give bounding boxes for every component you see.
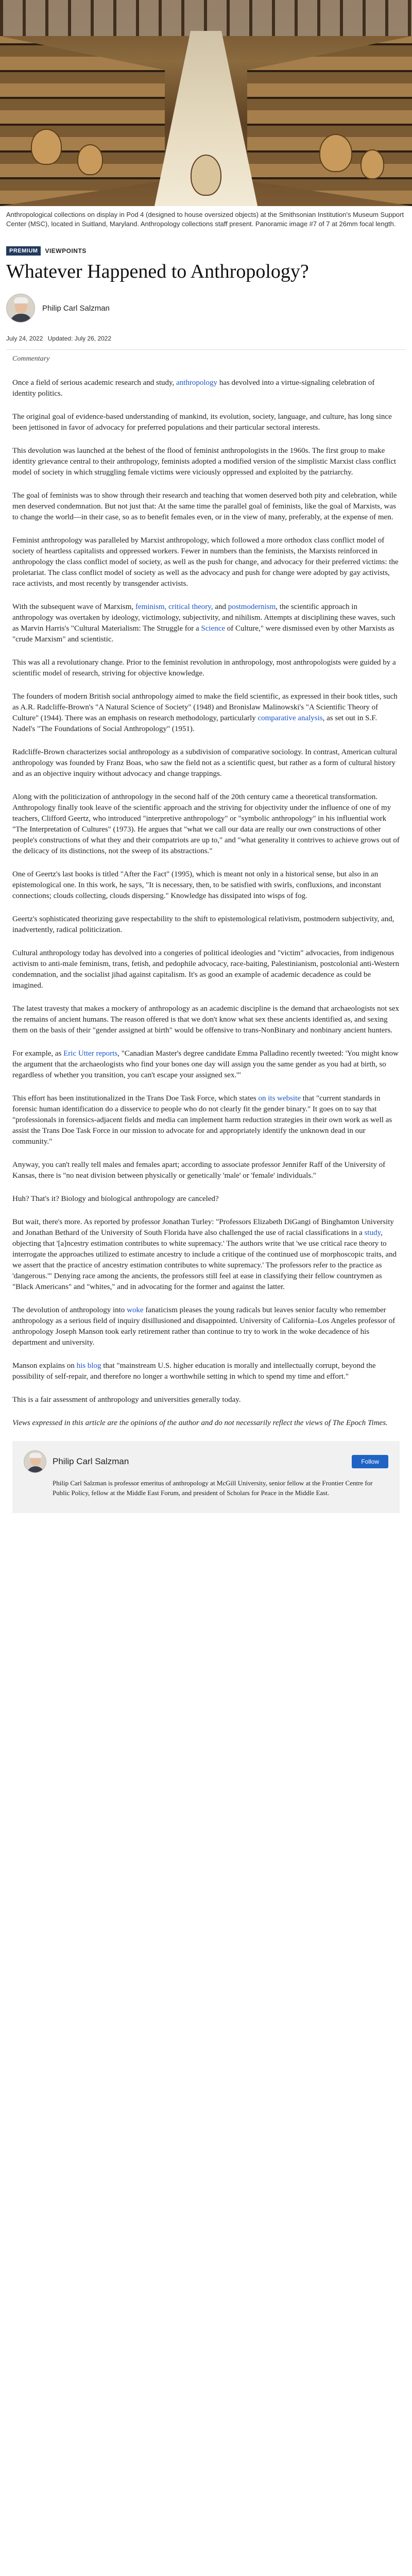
link-eric-utter[interactable]: Eric Utter reports — [63, 1049, 118, 1058]
paragraph: The founders of modern British social anthropology aimed to make the field scientific, as expressed in their book titles, such as A.R. Radcliffe-Brown's "A Natural Science of Society" (1948) and Bronislaw Malinowski's "A Scientific Theory of Culture" (1944). There was an emphasis on research methodology, particularly comparative analysis, as set out in S.F. Nadel's "The Foundations of Social Anthropology" (1951). — [12, 692, 398, 733]
author-name[interactable]: Philip Carl Salzman — [42, 303, 110, 313]
paragraph: Cultural anthropology today has devolved into a congeries of political ideologies and "victim" advocacies, from indigenous activism to anti-male feminism, trans, fetish, and pedophile advocacy, race-baiting, Palestinianism, postcolonial anti-Western condemnation, and the socialist jihad against capitalism. It's as good an example of academic decadence as could be imagined. — [12, 949, 399, 990]
paragraph: For example, as Eric Utter reports, "Canadian Master's degree candidate Emma Palladino recently tweeted: 'You might know the argument that the archaeologists who find your bones one day will assign you the same gender as you had at birth, so regardless of whether you transition, you can't escape your assigned sex.'" — [12, 1049, 399, 1079]
dates — [0, 323, 412, 342]
avatar[interactable] — [24, 1450, 46, 1473]
author-bio: Philip Carl Salzman is professor emeritus of anthropology at McGill University, senior fellow at the Frontier Centre for Public Policy, fellow at the Middle East Forum, and president of Scholars for Peace in the Middle East. — [53, 1479, 373, 1497]
link-website[interactable]: on its website — [258, 1094, 301, 1103]
paragraph: Geertz's sophisticated theorizing gave respectability to the shift to epistemological relativism, postmodern subjectivity, and, inadvertently, radical politicization. — [12, 915, 394, 934]
paragraph: Once a field of serious academic research and study, anthropology has devolved into a virtue-signaling celebration of identity politics. — [12, 379, 375, 398]
paragraph: Radcliffe-Brown characterizes social anthropology as a subdivision of comparative sociology. In contrast, American cultural anthropology was founded by Franz Boas, who saw the field not as a scientific quest, but rather as a form of cultural history and as an objective inquiry without advocacy and change trappings. — [12, 748, 398, 778]
section-label[interactable]: VIEWPOINTS — [45, 247, 87, 255]
paragraph: Anyway, you can't really tell males and females apart; according to associate professor Jennifer Raff of the University of Kansas, there is "no neat division between physically or genetically 'male' or 'female' individuals." — [12, 1161, 386, 1180]
hero-caption: Anthropological collections on display in Pod 4 (designed to house oversized objects) at the Smithsonian Institution's Museum Support Center (MSC), located in Suitland, Maryland. Anthropology collections staff present. Panoramic image #7 of 7 at 26mm focal length. — [6, 211, 404, 228]
updated-date: Updated: July 26, 2022 — [47, 335, 112, 342]
paragraph: Feminist anthropology was paralleled by Marxist anthropology, which followed a more orthodox class conflict model of society of heartless capitalists and oppressed workers. Fewer in numbers than the feminists, the Marxists reinforced in anthropology the class conflict model of society, as well as the push for change, and advocacy for their preferred victims: the proletariat. The class conflict model of society as well as the advocacy and push for change were adopted by gay activists, race activists, and most recently by transgender activists. — [12, 536, 399, 588]
link-study[interactable]: study — [364, 1229, 381, 1237]
paragraph: The latest travesty that makes a mockery of anthropology as an academic discipline is the demand that archaeologists not sex the remains of ancient humans. The reason offered is that we don't know what sex these ancients identified as, and sexing them on the basis of their "gender assigned at birth" would be offensive to trans-NonBinary and nonbinary ancient hunters. — [12, 1005, 400, 1035]
author-byline[interactable] — [0, 283, 412, 323]
paragraph: Along with the politicization of anthropology in the second half of the 20th century came a theoretical transformation. Anthropology finally took leave of the scientific approach and the striving for objectivity under the influence of one of my teachers, Clifford Geertz, who introduced "interpretive anthropology" or "symbolic anthropology" in his influential work "The Interpretation of Cultures" (1973). He argues that "what we call our data are really our own constructions of other people's constructions of what they and their compatriots are up to," and "what generality it contrives to achieve grows out of the delicacy of its distinctions, not the sweep of its abstractions." — [12, 793, 400, 855]
paragraph: This effort has been institutionalized in the Trans Doe Task Force, which states on its website that "current standards in forensic human identification do a disservice to people who do not clearly fit the gender binary." It goes on to say that "professionals in forensics-adjacent fields and media can implement harm reduction strategies in their own work as well as assist the Trans Doe Task Force in our mission to advocate for and appropriately identify the unknown dead in our community." — [12, 1094, 392, 1146]
hero-image — [0, 0, 412, 206]
follow-button[interactable]: Follow — [352, 1455, 388, 1468]
paragraph: This is a fair assessment of anthropology and universities generally today. — [12, 1396, 241, 1404]
paragraph: Manson explains on his blog that "mainstream U.S. higher education is morally and intellectually corrupt, beyond the possibility of self-repair, and therefore no longer a worthwhile setting in which to spend my time and effort." — [12, 1362, 376, 1381]
link-comparative-analysis[interactable]: comparative analysis — [258, 714, 323, 722]
paragraph: Huh? That's it? Biology and biological anthropology are canceled? — [12, 1195, 219, 1203]
paragraph: The goal of feminists was to show through their research and teaching that women deserved both pity and celebration, while men deserved condemnation. But not just that: At the same time the parallel goal of feminists, like the goal of Marxists, was to change the world—in their case, so as to benefit females even, or in the view of many, preferably, at the expense of men. — [12, 492, 397, 521]
paragraph: With the subsequent wave of Marxism, feminism, critical theory, and postmodernism, the scientific approach in anthropology was overtaken by ideology, victimology, subjectivity, and nihilism. Attempts at disciplining these waves, such as Marvin Harris's "Cultural Materialism: The Struggle for a Science of Culture," were dismissed even by other Marxists as "crude Marxism" and scientistic. — [12, 603, 396, 643]
paragraph: This devolution was launched at the behest of the flood of feminist anthropologists in the 1960s. The first group to make identity grievance central to their anthropology, feminists adopted a modified version of the simplistic Marxist class conflict model of society in which struggling female victims were viciously oppressed and exploited by the patriarchy. — [12, 447, 397, 477]
avatar[interactable] — [6, 294, 35, 323]
disclaimer: Views expressed in this article are the opinions of the author and do not necessarily reflect the views of The Epoch Times. — [12, 1419, 388, 1427]
link-his-blog[interactable]: his blog — [76, 1362, 101, 1370]
link-feminism[interactable]: feminism, critical theory, — [135, 603, 213, 611]
paragraph: The original goal of evidence-based understanding of mankind, its evolution, society, language, and culture, has long since been jettisoned in favor of advocacy for preferred populations and their particular sectoral interests. — [12, 413, 392, 432]
paragraph: One of Geertz's last books is titled "After the Fact" (1995), which is meant not only in a historical sense, but also in an epistemological one. In this work, he says, "It is necessary, then, to be satisfied with swirls, confluxions, and inconstant connections; clouds collecting, clouds dispersing." Knowledge has dissipated into wisps of fog. — [12, 870, 382, 900]
link-postmodernism[interactable]: postmodernism — [228, 603, 276, 611]
author-box — [12, 1441, 400, 1513]
link-anthropology[interactable]: anthropology — [176, 379, 218, 387]
author-box-name[interactable]: Philip Carl Salzman — [53, 1456, 129, 1466]
premium-badge: PREMIUM — [6, 246, 41, 256]
link-woke[interactable]: woke — [127, 1306, 144, 1314]
article-body — [0, 363, 412, 1429]
paragraph: This was all a revolutionary change. Prior to the feminist revolution in anthropology, most anthropologists were guided by a scientific model of research, striving for objective knowledge. — [12, 658, 396, 677]
kicker-label: Commentary — [12, 355, 50, 363]
published-date: July 24, 2022 — [6, 335, 43, 342]
paragraph: But wait, there's more. As reported by professor Jonathan Turley: "Professors Elizabeth DiGangi of Binghamton University and Jonathan Bethard of the University of South Florida have also challenged the use of racial classifications in a study, objecting that '[a]ncestry estimation contributes to white supremacy.' The authors write that 'we use critical race theory to interrogate the approaches utilized to estimate ancestry to include a critique of the continued use of morphoscopic traits, and we assert that the practice of ancestry estimation contributes to white supremacy.' The professors refer to the practice as 'dangerous.'" Denying race among the ancients, the professors still feel at ease in classifying their fellow countrymen as "Black Americans" and "whites," and in advocating for the former and against the latter. — [12, 1218, 397, 1291]
paragraph: The devolution of anthropology into woke fanaticism pleases the young radicals but leaves senior faculty who remember anthropology as a serious field of inquiry disillusioned and disappointed. University of California–Los Angeles professor of anthropology Joseph Manson took early retirement rather than continue to try to work in the woke decadence of his department and university. — [12, 1306, 396, 1347]
link-science[interactable]: Science — [201, 624, 226, 633]
page-title: Whatever Happened to Anthropology? — [6, 261, 309, 282]
